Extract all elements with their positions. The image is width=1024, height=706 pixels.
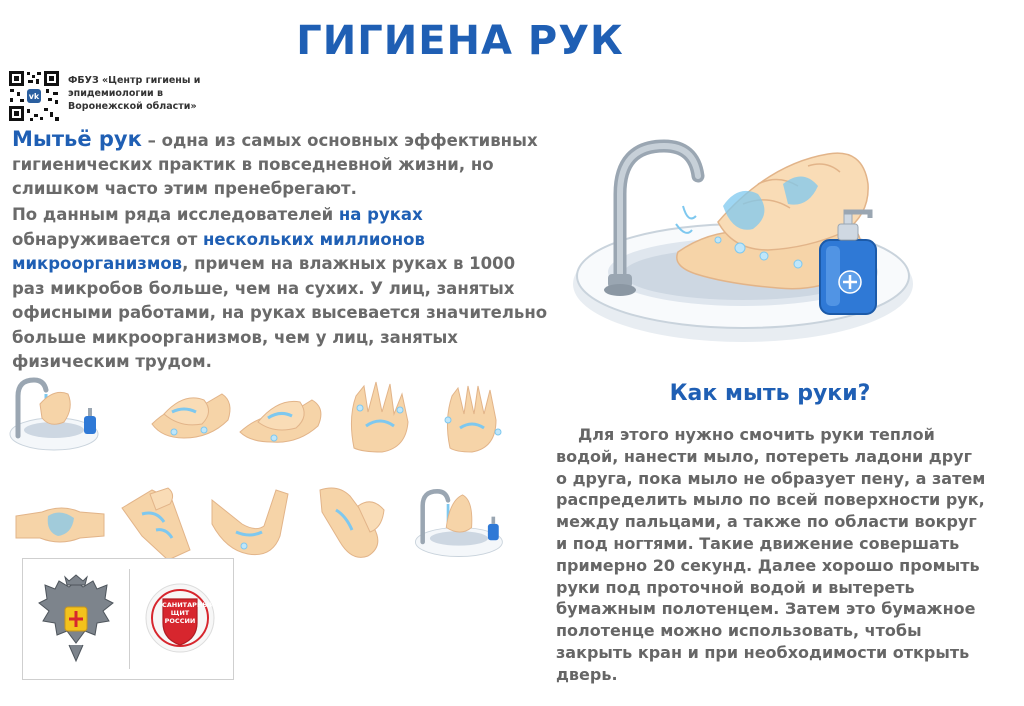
step-4-interlace-fingers-icon <box>332 372 428 462</box>
howto-heading: Как мыть руки? <box>669 381 871 406</box>
logos-block <box>22 558 234 680</box>
intro-lead: Мытьё рук <box>12 127 142 151</box>
logo-divider <box>129 569 130 669</box>
step-1-wet-hands-icon <box>4 372 100 462</box>
svg-text:vk: vk <box>28 92 40 101</box>
step-3-backs-of-hands-icon <box>234 372 330 462</box>
qr-code-icon <box>8 70 60 122</box>
research-text-2: обнаруживается от <box>12 229 204 249</box>
intro-paragraph <box>12 127 552 201</box>
badge-text: САНИТАРНЫЙ ЩИТ РОССИИ <box>162 601 215 625</box>
research-highlight-2: нескольких миллионов микроорганизмов <box>12 229 425 273</box>
intro-text: – одна из самых основных эффективных гигиенических практик в повседневной жизни, но слишком часто этим пренебрегают. <box>12 131 538 198</box>
research-paragraph <box>12 203 552 375</box>
research-highlight-1: на руках <box>338 205 423 224</box>
handwashing-illustration <box>568 124 918 344</box>
research-text-1: По данным ряда исследователей <box>12 205 339 224</box>
step-7-thumbs-icon <box>112 480 208 570</box>
step-8-fingertips-icon <box>206 480 302 570</box>
step-6-grip-fingers-icon <box>12 478 108 568</box>
howto-text: Для этого нужно смочить руки теплой водой, нанести мыло, потереть ладони друг о друга, пока мыло не образует пену, а затем распределить мыло по всей поверхности рук, между пальцами, а также по области вокруг и под ногтями. Такие движение совершать примерно 20 секунд. Далее хорошо промыть руки под проточной водой и вытереть бумажным полотенцем. Затем это бумажное полотенце можно использовать, чтобы закрыть кран и при необходимости открыть дверь. <box>556 425 986 684</box>
step-10-rinse-hands-icon <box>410 478 506 568</box>
step-2-rub-palms-icon <box>144 372 240 462</box>
step-5-palm-to-palm-icon <box>424 372 520 462</box>
organization-name: ФБУЗ «Центр гигиены и эпидемиологии в Воронежской области» <box>68 75 201 112</box>
page-title: ГИГИЕНА РУК <box>296 18 624 64</box>
research-text-3: , причем на влажных руках в 1000 раз микробов больше, чем на сухих. У лиц, занятых офисными работами, на руках высевается значительно больше микроорганизмов, чем у лиц, занятых физическим трудом. <box>12 254 548 371</box>
step-9-wrists-icon <box>312 476 408 566</box>
coat-of-arms-icon <box>35 573 117 667</box>
